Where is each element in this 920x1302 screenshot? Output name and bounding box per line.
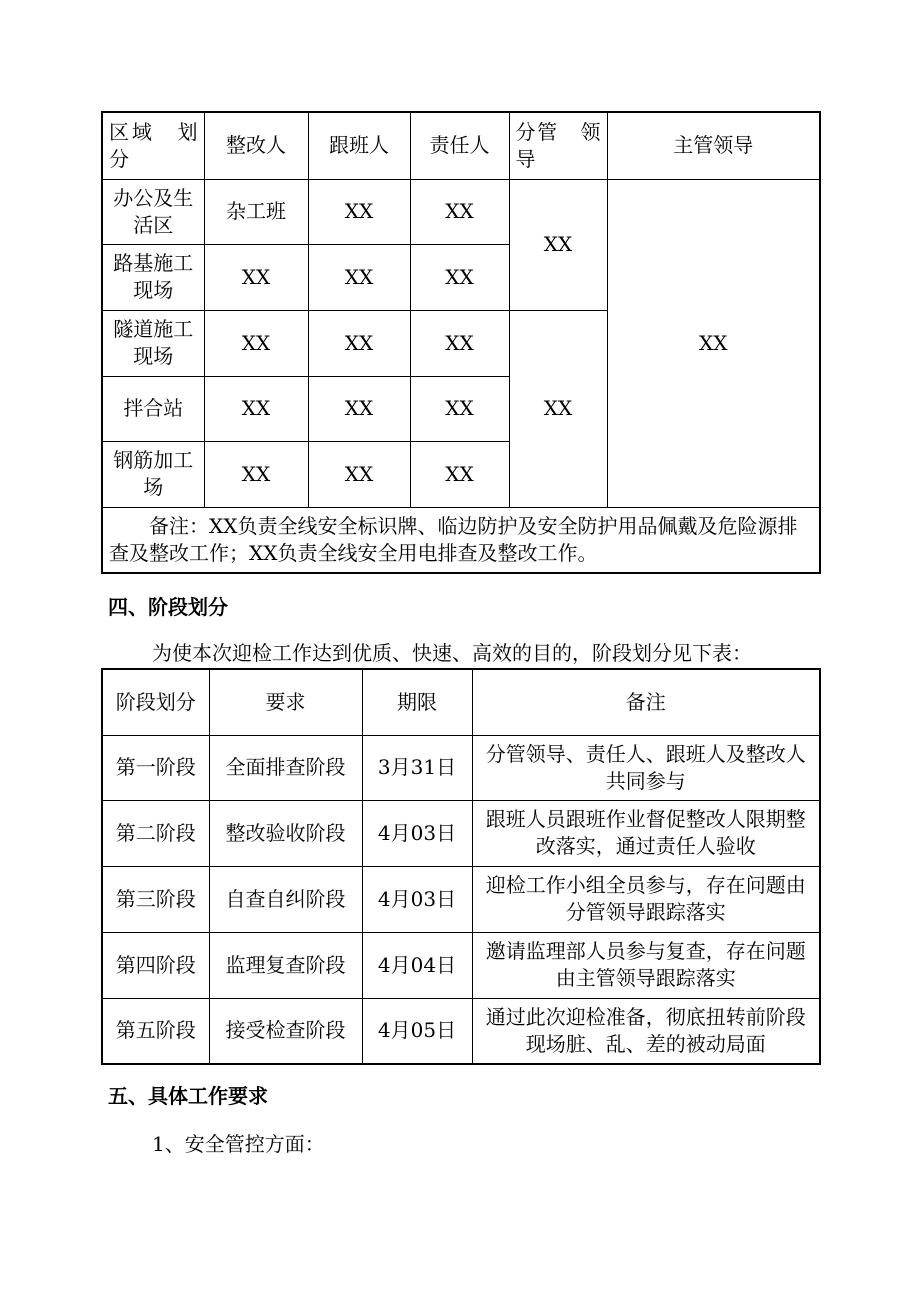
rectifier-cell: XX — [204, 310, 308, 376]
table-row — [102, 179, 820, 244]
header-region: 区域 划分 — [102, 112, 204, 179]
header-rectifier: 整改人 — [204, 112, 308, 179]
deadline-cell: 4月05日 — [362, 998, 472, 1064]
rectifier-cell: XX — [204, 441, 308, 507]
table-row — [102, 866, 820, 932]
stage-cell: 第三阶段 — [102, 866, 209, 932]
section-4-intro: 为使本次迎检工作达到优质、快速、高效的目的，阶段划分见下表： — [152, 641, 752, 665]
rectifier-cell: XX — [204, 244, 308, 310]
header-branch-leader: 分管 领导 — [509, 112, 607, 179]
requirement-cell: 全面排查阶段 — [209, 735, 362, 800]
table-header-row — [102, 112, 820, 179]
area-cell: 钢筋加工场 — [102, 441, 204, 507]
rectifier-cell: XX — [204, 376, 308, 441]
stage-table — [101, 668, 821, 1065]
note-row — [102, 507, 820, 573]
remark-cell: 跟班人员跟班作业督促整改人限期整改落实，通过责任人验收 — [472, 800, 820, 866]
deadline-cell: 4月03日 — [362, 800, 472, 866]
responsible-cell: XX — [410, 376, 509, 441]
table-row — [102, 998, 820, 1064]
header-chief-leader: 主管领导 — [607, 112, 820, 179]
table-row — [102, 735, 820, 800]
deadline-cell: 3月31日 — [362, 735, 472, 800]
remark-cell: 分管领导、责任人、跟班人及整改人共同参与 — [472, 735, 820, 800]
table-row — [102, 800, 820, 866]
responsible-cell: XX — [410, 310, 509, 376]
header-stage: 阶段划分 — [102, 669, 209, 735]
header-requirement: 要求 — [209, 669, 362, 735]
shift-cell: XX — [308, 179, 410, 244]
section-4-heading: 四、阶段划分 — [108, 595, 228, 619]
area-cell: 办公及生活区 — [102, 179, 204, 244]
branch-leader-cell: XX — [509, 310, 607, 507]
responsibility-table — [101, 111, 821, 574]
requirement-cell: 整改验收阶段 — [209, 800, 362, 866]
area-cell: 路基施工现场 — [102, 244, 204, 310]
branch-leader-cell: XX — [509, 179, 607, 310]
header-responsible: 责任人 — [410, 112, 509, 179]
responsible-cell: XX — [410, 441, 509, 507]
header-deadline: 期限 — [362, 669, 472, 735]
shift-cell: XX — [308, 376, 410, 441]
remark-cell: 通过此次迎检准备，彻底扭转前阶段现场脏、乱、差的被动局面 — [472, 998, 820, 1064]
table-header-row — [102, 669, 820, 735]
stage-cell: 第五阶段 — [102, 998, 209, 1064]
section-5-heading: 五、具体工作要求 — [108, 1084, 268, 1108]
shift-cell: XX — [308, 310, 410, 376]
area-cell: 拌合站 — [102, 376, 204, 441]
remark-cell: 迎检工作小组全员参与，存在问题由分管领导跟踪落实 — [472, 866, 820, 932]
section-5-item-1: 1、安全管控方面： — [152, 1132, 325, 1156]
deadline-cell: 4月03日 — [362, 866, 472, 932]
responsible-cell: XX — [410, 179, 509, 244]
shift-cell: XX — [308, 244, 410, 310]
chief-leader-cell: XX — [607, 179, 820, 507]
responsible-cell: XX — [410, 244, 509, 310]
stage-cell: 第二阶段 — [102, 800, 209, 866]
table-row — [102, 932, 820, 998]
area-cell: 隧道施工现场 — [102, 310, 204, 376]
stage-cell: 第四阶段 — [102, 932, 209, 998]
stage-cell: 第一阶段 — [102, 735, 209, 800]
table-note: 备注：XX负责全线安全标识牌、临边防护及安全防护用品佩戴及危险源排查及整改工作；XX负责全线安全用电排查及整改工作。 — [102, 507, 820, 573]
requirement-cell: 监理复查阶段 — [209, 932, 362, 998]
shift-cell: XX — [308, 441, 410, 507]
requirement-cell: 接受检查阶段 — [209, 998, 362, 1064]
header-shift-follower: 跟班人 — [308, 112, 410, 179]
rectifier-cell: 杂工班 — [204, 179, 308, 244]
header-remark: 备注 — [472, 669, 820, 735]
requirement-cell: 自查自纠阶段 — [209, 866, 362, 932]
deadline-cell: 4月04日 — [362, 932, 472, 998]
remark-cell: 邀请监理部人员参与复查，存在问题由主管领导跟踪落实 — [472, 932, 820, 998]
